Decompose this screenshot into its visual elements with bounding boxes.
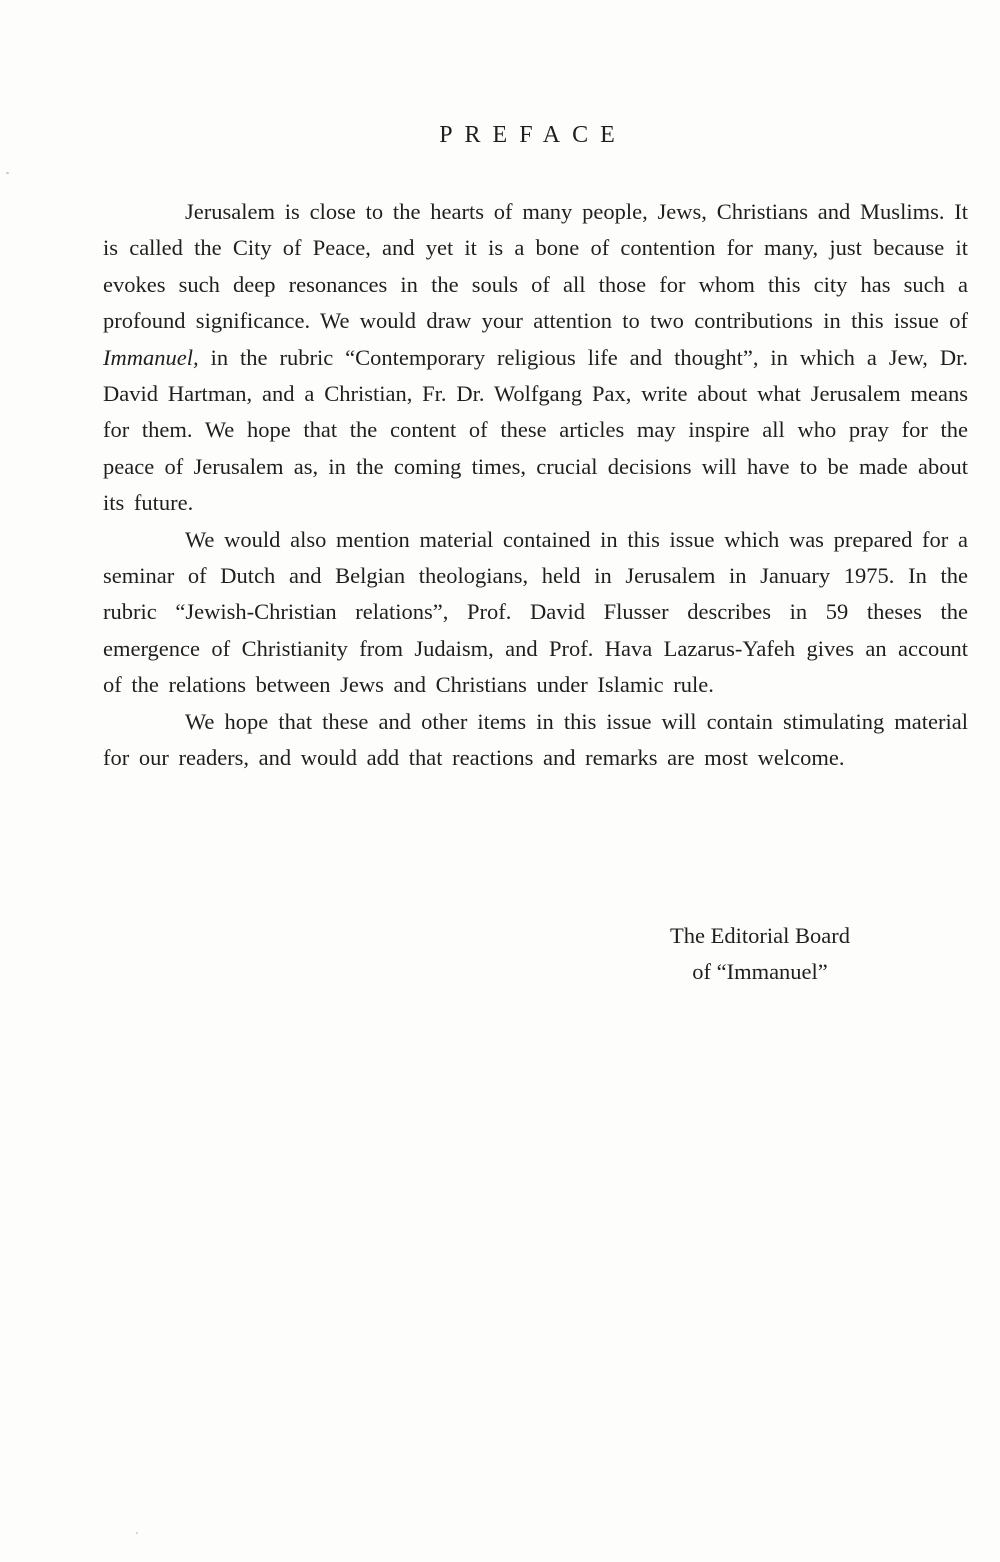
paper-speck [136,1532,138,1534]
preface-body [103,194,968,777]
signature-line-1: The Editorial Board [670,923,850,948]
paragraph-3: We hope that these and other items in this issue will contain stimulating material for our readers, and would add that reactions and remarks are most welcome. [103,708,968,771]
paragraph-1-text-a: Jerusalem is close to the hearts of many people, Jews, Christians and Muslims. It is called the City of Peace, and yet it is a bone of contention for many, just because it evokes such deep resonances in the souls of all those for whom this city has such a profound significance. We would draw your attention to two contributions in this issue of [103,199,968,334]
paragraph-1 [103,194,968,522]
signature-line-2: of “Immanuel” [692,959,828,984]
paper-speck [6,172,9,174]
signature-block [620,918,900,990]
journal-name-italic: Immanuel, [103,344,199,370]
page-title: PREFACE [439,122,627,148]
paragraph-2: We would also mention material contained in this issue which was prepared for a seminar of Dutch and Belgian theologians, held in Jerusalem in January 1975. In the rubric “Jewish-Christian relations”, Prof. David Flusser describes in 59 theses the emergence of Christianity from Judaism, and Prof. Hava Lazarus-Yafeh gives an account of the relations between Jews and Christians under Islamic rule. [103,526,968,698]
paragraph-1-text-b: in the rubric “Contemporary religious life and thought”, in which a Jew, Dr. David Hartman, and a Christian, Fr. Dr. Wolfgang Pax, write about what Jerusalem means for them. We hope that the content of these articles may inspire all who pray for the peace of Jerusalem as, in the coming times, crucial decisions will have to be made about its future. [103,344,968,516]
